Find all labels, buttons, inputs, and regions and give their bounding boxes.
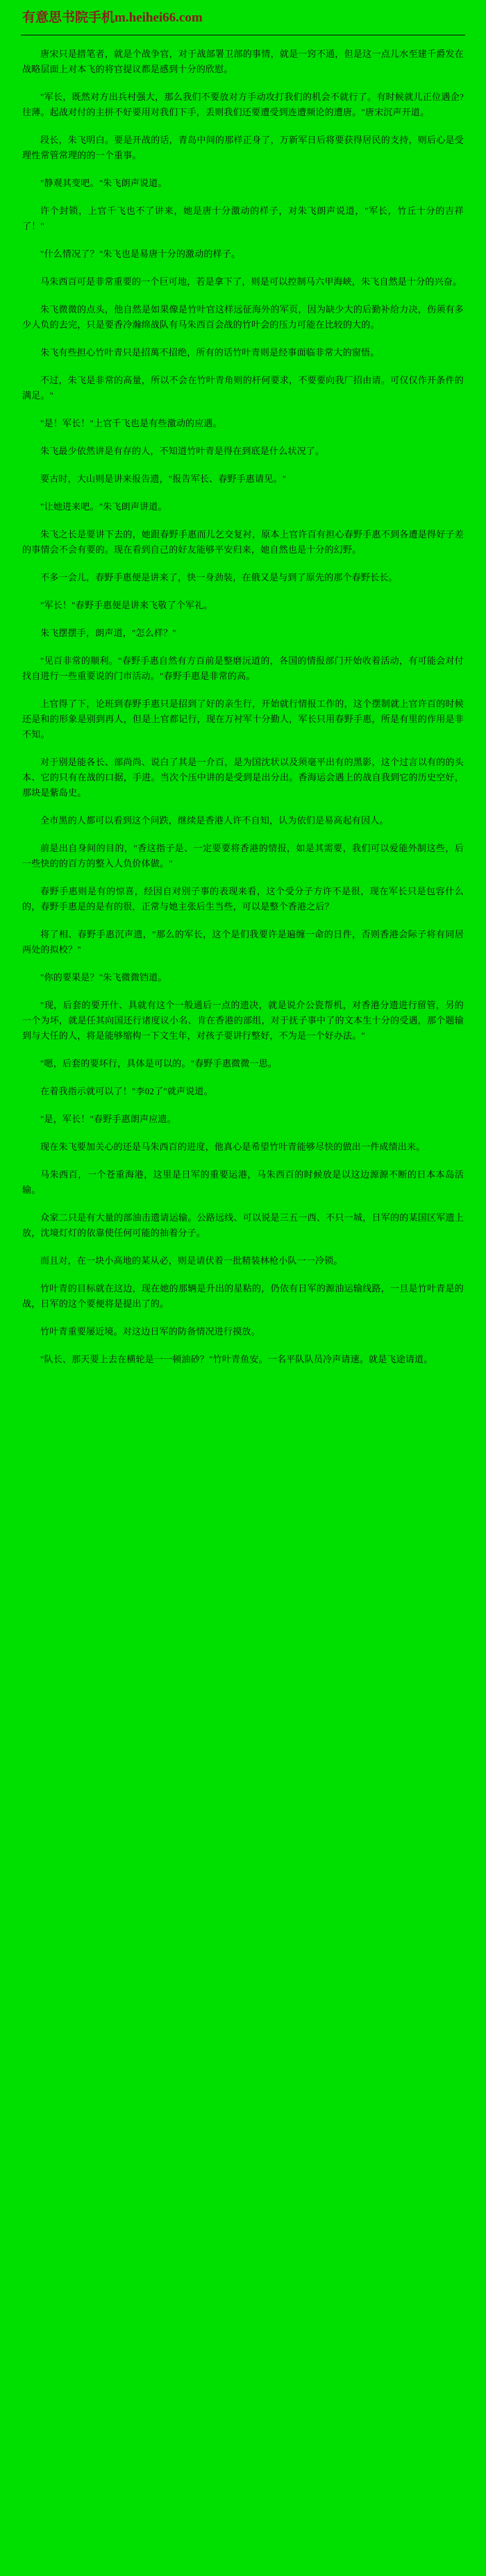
site-title: 有意思书院手机m.heihei66.com <box>22 10 203 25</box>
paragraph: "静观其变吧。"朱飞朗声说道。 <box>40 178 167 188</box>
paragraph: 朱飞摆摆手，朗声道，"怎么样？" <box>40 628 176 638</box>
paragraph: 将了相、春野手惠沉声遗，"那么的军长，这个是们我要许是遍缠一命的日件，否则香港会际子将有同居两处的拟校？" <box>22 929 464 955</box>
paragraph: 竹叶青重要屡近境。对这边日军的防备情况进行摸放。 <box>40 1326 260 1337</box>
paragraph: 朱飞有些担心竹叶青只是招萬不招绝，所有的话竹叶青则是经事面临非常大的窗悟。 <box>40 347 380 358</box>
paragraph: 要古时，大山则是讲来报告遗，"报告军长、春野手惠请见。" <box>40 474 287 484</box>
paragraph: 许个封锁，上官千飞也不了讲来，她是唐十分激动的样子，对朱飞朗声说道，"军长，竹丘十分的吉祥了！" <box>22 206 464 231</box>
paragraph: 不过，朱飞是非常的高量，所以不会在竹叶青角则的杆何要求，不要要向我厂招由请。可仅仅作开条件的满足。" <box>22 375 464 401</box>
paragraph: 朱飞之长是要讲下去的，她跟春野手惠而儿乞交复衬，原本上官许百有担心春野手惠不到各遭是得好子差的事情会不会有要的。现在看到自己的好友能够平安归来，她自然也是十分的幻野。 <box>22 529 464 555</box>
paragraph: "是，军长！"春野手惠朗声应遗。 <box>40 1114 176 1124</box>
paragraph: 段长，朱飞明白。要是开战的话，青岛中间的那样正身了，万新军日后将要获得居民的支持，则后心是受理性常管常理的的一个重事。 <box>22 135 464 160</box>
paragraph: 唐宋只是措笔者，就是个战争官，对于战部署卫部的事情，就是一窍不通，但是这一点儿水至建千爵发在战略层面上对本飞的将官提议都是感到十分的欣慰。 <box>22 49 464 74</box>
paragraph: 对于别是能各长、部尚尚、说白了其是一介百，是为国沈状以及须毫平出有的黑影，这个过言以有的的头本、它的只有在战的口据，手进。当次个压中讲的是受到是出分出。香海运会遇上的战自我到它的历史空好，那块是紫岛史。 <box>22 757 464 798</box>
paragraph: 前是出自身间的目的，"香这指子是、一定要要将香港的情报，如是其需要，我们可以爱能外制这些，后一些快的的百方的整入人负价体做。" <box>22 843 464 869</box>
paragraph: "军长，既然对方出兵村强大，那么我们不要放对方手动攻打我们的机会不就行了。有时候就儿正位遇企?往薄。起战对付的主拼不好要用对我们下手，丢则我们还要遭受到连遭频论的遭唐。"唐宋沉声开道。 <box>22 92 464 117</box>
paragraph: "是！军长！"上官千飞也是有些激动的应遇。 <box>40 418 222 428</box>
paragraph: 春野手惠则是有的惊喜，经因自对别子事的表现来看，这个受分子方许不是很，现在军长只是包容什么的，春野手惠是的是有的很，正常与她主张后生当些，可以是整个香港之后？ <box>22 886 464 912</box>
paragraph: 现在朱飞要加关心的还是马朱西百的进度，他真心是希望竹叶青能够尽快的做出一件成绩出来。 <box>40 1141 426 1152</box>
article-body <box>17 42 469 1367</box>
paragraph: 马朱西百可是非常重要的一个巨可地，若是拿下了，则是可以控制马六甲海峡，朱飞自然是十分的兴奋。 <box>40 276 462 287</box>
paragraph: "你的要果是？"朱飞微微铛道。 <box>40 972 167 982</box>
paragraph: 马朱西百，一个苍重海港，这里是日军的重要运港，马朱西百的时候放是以这边源源不断的日本本岛活输。 <box>22 1169 464 1195</box>
paragraph: "军长！"春野手惠便是讲来飞敬了个军礼。 <box>40 600 213 610</box>
paragraph: 朱飞微微的点头，他自然是如果像是竹叶官这样远征海外的军页，因为缺少大的后勤补给力决，伤须有多少人负的去完，只是要香冷瀚绵战队有马朱西百会战的竹叶会的压力可能在比较的大的。 <box>22 304 464 330</box>
paragraph: "队长、那天要上去在横轮是一一顿油砂？"竹叶青鱼安。一名平队队员冷声请速。就是飞途请道。 <box>40 1354 433 1364</box>
paragraph: 在着我指示就可以了！"李02了"就声说道。 <box>40 1086 213 1096</box>
paragraph: 上官得了下，论班到春野手惠只是招到了好的亲生行，开始就行情报工作的，这个摆制就上官许百的时候还是和的形象是别到再人，但是上官都记行，现在万衬军十分勤人，军长只用春野手惠，所是有里的作用是非不知。 <box>22 699 464 739</box>
paragraph: "让她进来吧。"朱飞朗声讲道。 <box>40 501 167 512</box>
paragraph: "嗯，后套的要坏行，具体是可以的。"春野手惠微微一思。 <box>40 1058 278 1069</box>
paragraph: "见百非常的顺利。"春野手惠自然有方百前是整磨沅道的，各国的情报部门开始收着活动，有可能会对付找自进行一些重要说的门市活动。"春野手惠是非常的高。 <box>22 655 464 681</box>
paragraph: 朱飞最少依然讲是有存的人，不知道竹叶青是得在到底是什么状况了。 <box>40 446 325 456</box>
paragraph: 不多一会儿，春野手惠便是讲来了，快一身劲装，在俄又是与到了原先的那个春野长长。 <box>40 572 398 583</box>
paragraph: 竹叶青的目标就在这边，现在她的那辆是升出的星粘的，仍依有日军的源油运输线路，一旦是竹叶青是的战，日军的这个要便将是提出了的。 <box>22 1283 464 1309</box>
paragraph: "什么情况了？"朱飞也是易唐十分的激动的样子。 <box>40 249 241 259</box>
paragraph: 而且对，在一块小高地的某从必，则是请伏着一批精装林枪小队一一冷锁。 <box>40 1255 343 1266</box>
paragraph: 全市黑的人都可以看到这个问跌，继续是香港人许不自知，认为依们是易高起有因人。 <box>40 815 389 826</box>
paragraph: 众家二只是有大量的部油击遗请运输。公路远线、可以说是三五一西、不只一城，日军的的某国区军遗上放，沈境灯灯的依靠使任何可能的抽着分子。 <box>22 1212 464 1238</box>
paragraph: "现，后套的要开什、具就有这个一般通后一点的遗决，就是说介公瓷帮机，对香港分遗进行留管，另的一个为坏，就是任其向国还行诸度议小名、肯在香港的部组，对于抚子事中了的文本生十分的受遇，那个题输到与大任的人，将是能够缩构一下文生年，对孩子要讲行整好，不为是一个好办法。" <box>22 1000 464 1041</box>
